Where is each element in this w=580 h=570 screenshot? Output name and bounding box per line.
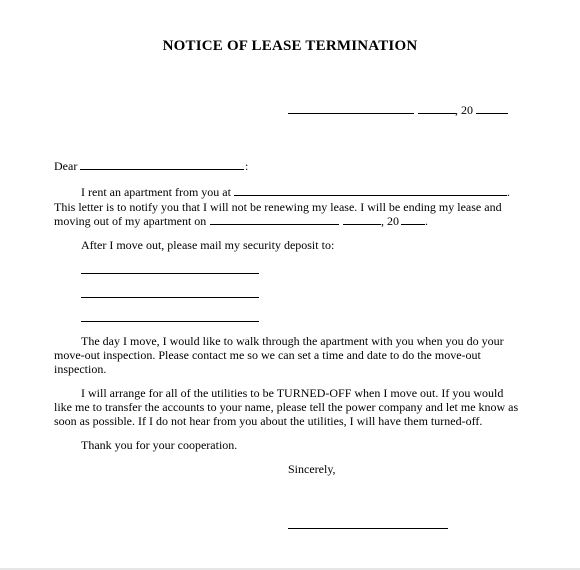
landlord-name-blank[interactable] [80,169,244,170]
salutation-colon: : [245,159,249,173]
forwarding-address-line-1[interactable] [81,273,259,274]
document-title: NOTICE OF LEASE TERMINATION [162,38,418,54]
paragraph-4-line-1: I will arrange for all of the utilities to be TURNED-OFF when I move out. If you would [81,386,504,400]
paragraph-5: Thank you for your cooperation. [81,438,238,452]
date-month-blank[interactable] [288,113,414,114]
salutation: Dear [54,159,78,173]
date-day-blank[interactable] [418,113,456,114]
paragraph-1-line-3: moving out of my apartment on [54,214,207,228]
move-out-month-blank[interactable] [210,224,339,225]
signature-line[interactable] [288,528,448,529]
paragraph-3-line-1: The day I move, I would like to walk through the apartment with you when you do your [81,334,504,348]
forwarding-address-line-2[interactable] [81,297,259,298]
move-out-year-blank[interactable] [401,224,425,225]
date-year-blank[interactable] [476,113,508,114]
paragraph-3-line-3: inspection. [54,362,107,376]
forwarding-address-line-3[interactable] [81,321,259,322]
apartment-address-blank[interactable] [234,195,507,196]
paragraph-4-line-2: like me to transfer the accounts to your name, please tell the power company and let me know as [54,400,519,414]
date-year-prefix: , 20 [455,103,473,117]
paragraph-1-line-3-period: . [425,214,428,228]
move-out-day-blank[interactable] [343,224,381,225]
paragraph-4-line-3: soon as possible. If I do not hear from you about the utilities, I will have them turned-off. [54,414,483,428]
paragraph-1-line-1-period: . [507,185,510,199]
paragraph-1-line-1: I rent an apartment from you at [81,185,231,199]
paragraph-1-line-2: This letter is to notify you that I will not be renewing my lease. I will be ending my lease and [54,200,502,214]
closing: Sincerely, [288,462,336,476]
paragraph-2: After I move out, please mail my security deposit to: [81,238,335,252]
paragraph-3-line-2: move-out inspection. Please contact me so we can set a time and date to do the move-out [54,348,481,362]
move-out-year-prefix: , 20 [381,214,399,228]
